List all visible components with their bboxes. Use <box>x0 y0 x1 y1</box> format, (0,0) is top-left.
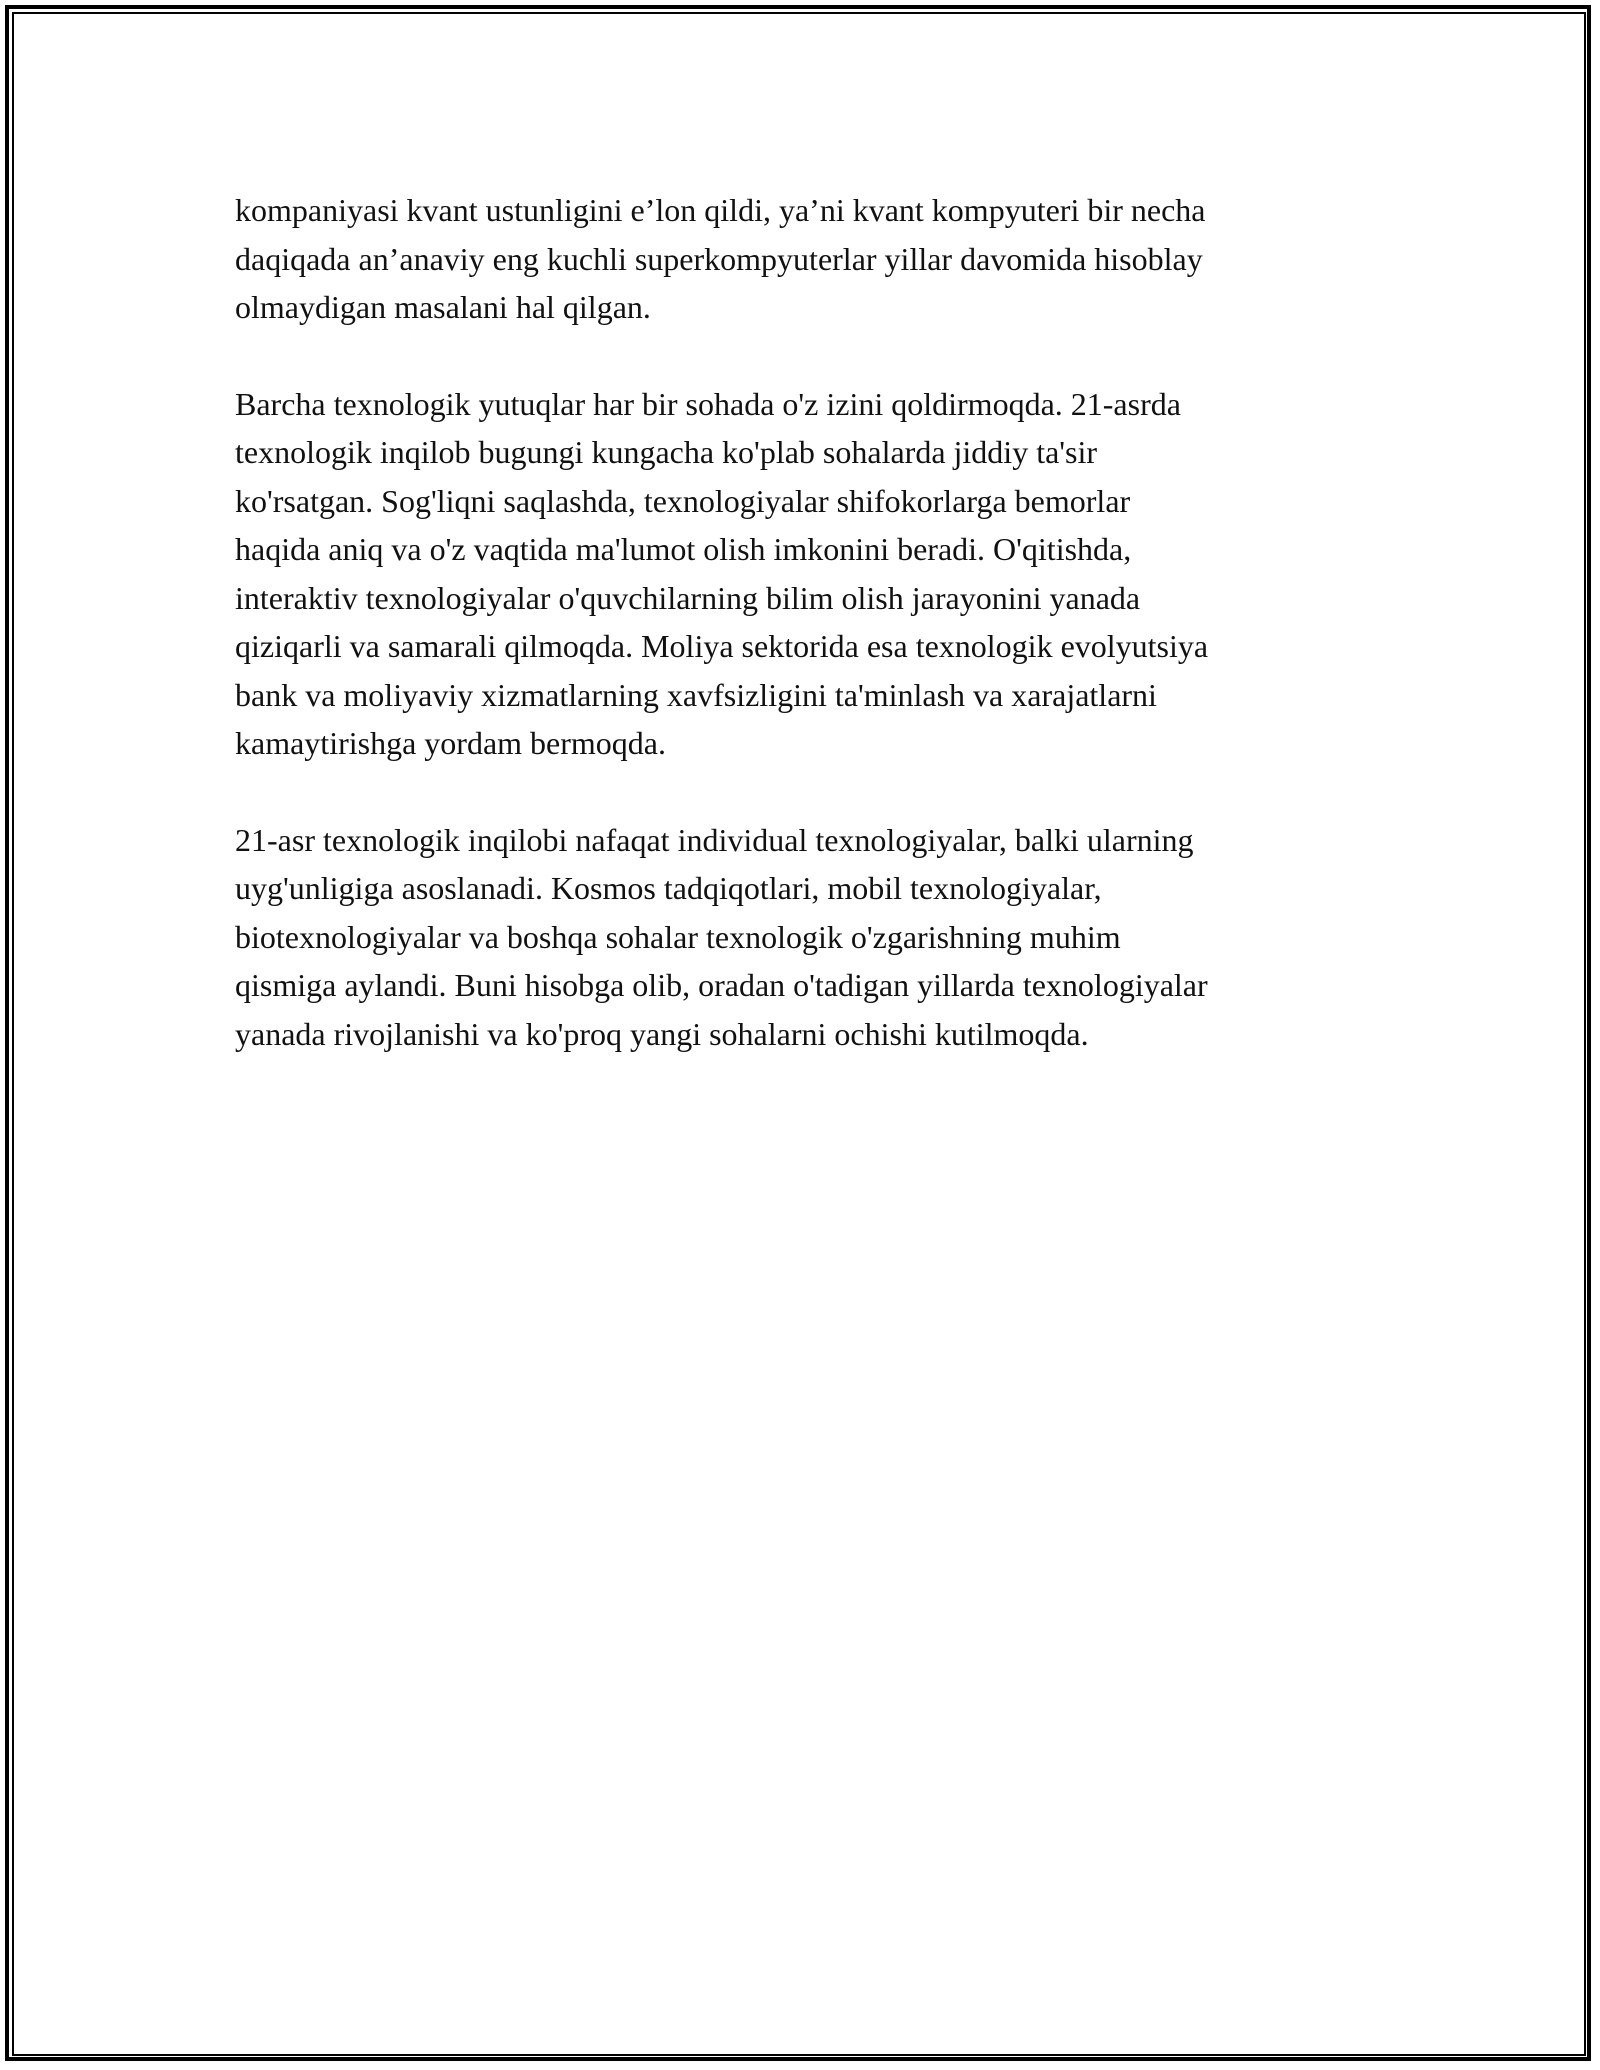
paragraph-quantum-supremacy: kompaniyasi kvant ustunligini e’lon qildi, ya’ni kvant kompyuteri bir necha daqiqada an’anaviy eng kuchli superkompyuterlar yillar davomida hisoblay olmaydigan masalani hal qilgan. <box>235 192 1206 325</box>
paragraph-technology-revolution: 21-asr texnologik inqilobi nafaqat individual texnologiyalar, balki ularning uyg'unligiga asoslanadi. Kosmos tadqiqotlari, mobil texnologiyalar, biotexnologiyalar va boshqa sohalar texnologik o'zgarishning muhim qismiga aylandi. Buni hisobga olib, oradan o'tadigan yillarda texnologiyalar yanada rivojlanishi va ko'proq yangi sohalarni ochishi kutilmoqda. <box>235 821 1208 1052</box>
document-body <box>235 186 1365 1106</box>
paragraph-technological-achievements: Barcha texnologik yutuqlar har bir sohada o'z izini qoldirmoqda. 21-asrda texnologik inqilob bugungi kungacha ko'plab sohalarda jiddiy ta'sir ko'rsatgan. Sog'liqni saqlashda, texnologiyalar shifokorlarga bemorlar haqida aniq va o'z vaqtida ma'lumot olish imkonini beradi. O'qitishda, interaktiv texnologiyalar o'quvchilarning bilim olish jarayonini yanada qiziqarli va samarali qilmoqda. Moliya sektorida esa texnologik evolyutsiya bank va moliyaviy xizmatlarning xavfsizligini ta'minlash va xarajatlarni kamaytirishga yordam bermoqda. <box>235 385 1209 761</box>
